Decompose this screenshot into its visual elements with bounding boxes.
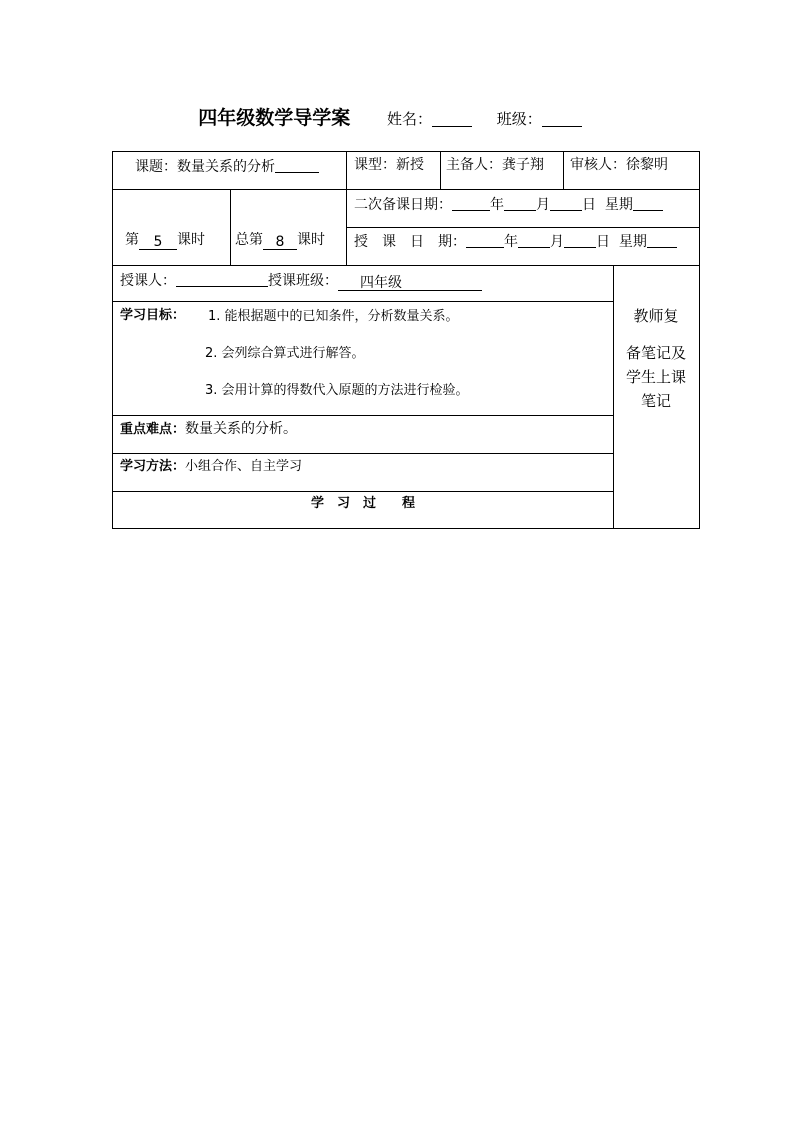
keypoints-row: [120, 420, 297, 439]
row-divider: [113, 301, 613, 302]
student-name-label: 姓名：: [386, 110, 432, 128]
row-divider: [113, 265, 699, 266]
main-preparer: 主备人：龚子翔: [446, 157, 544, 173]
column-divider: [346, 152, 347, 190]
method-row: [120, 458, 302, 476]
teach-month-field[interactable]: [518, 231, 550, 248]
second-date-label: 二次备课日期：: [354, 197, 452, 213]
side-note-line: 教师复: [633, 307, 679, 325]
student-class-label: 班级：: [496, 110, 542, 128]
teacher-notes-column: [613, 304, 699, 413]
second-prep-date: [354, 194, 663, 214]
method-value: 小组合作、自主学习: [185, 459, 303, 474]
reviewer: 审核人：徐黎明: [570, 157, 668, 173]
document-header: [0, 104, 794, 133]
teaching-class-text: 四年级: [360, 275, 402, 291]
lesson-plan-table: [112, 151, 700, 529]
row-divider: [113, 189, 699, 190]
lesson-suffix: 课时: [177, 232, 205, 248]
row-divider: [113, 491, 613, 492]
side-note-line: 笔记: [640, 392, 671, 410]
side-note-line: 备笔记及: [625, 344, 686, 362]
month-label: 月: [550, 234, 564, 250]
lesson-number-cell: [125, 231, 205, 250]
second-month-field[interactable]: [504, 194, 536, 211]
total-suffix: 课时: [297, 232, 325, 248]
column-divider: [346, 189, 347, 266]
teacher-field[interactable]: [176, 270, 268, 287]
teaching-class-label: 授课班级：: [268, 273, 338, 289]
document-title: 四年级数学导学案: [198, 107, 351, 129]
weekday-label: 星期: [604, 197, 633, 213]
column-divider: [440, 152, 441, 190]
teach-year-field[interactable]: [466, 231, 504, 248]
process-heading: 学 习 过 程: [310, 496, 415, 511]
teaching-date: [354, 231, 677, 251]
keypoints-label: 重点难点：: [120, 422, 186, 437]
column-divider: [230, 189, 231, 266]
teach-day-field[interactable]: [564, 231, 596, 248]
teach-weekday-field[interactable]: [647, 231, 677, 248]
lesson-type: 课型：新授: [354, 157, 424, 173]
weekday-label: 星期: [618, 234, 647, 250]
objective-item-3: 3. 会用计算的得数代入原题的方法进行检验。: [205, 383, 469, 398]
teacher-row: [120, 270, 482, 291]
student-name-field[interactable]: [432, 108, 472, 127]
column-divider: [563, 152, 564, 190]
row-divider: [346, 227, 699, 228]
year-label: 年: [504, 234, 518, 250]
objectives-label: 学习目标：: [120, 308, 186, 323]
topic-label: 课题：数量关系的分析: [135, 159, 275, 175]
month-label: 月: [536, 197, 550, 213]
method-label: 学习方法：: [120, 459, 186, 474]
objective-item-2: 2. 会列综合算式进行解答。: [205, 346, 365, 361]
total-lesson-number[interactable]: 8: [263, 233, 297, 250]
row-divider: [113, 415, 613, 416]
total-prefix: 总第: [235, 232, 263, 248]
lesson-number[interactable]: 5: [139, 233, 177, 250]
second-year-field[interactable]: [452, 194, 490, 211]
topic-cell: [135, 156, 319, 176]
year-label: 年: [490, 197, 504, 213]
lesson-prefix: 第: [125, 232, 139, 248]
keypoints-value: 数量关系的分析。: [185, 421, 298, 437]
teaching-class-value[interactable]: [338, 274, 482, 291]
side-note-line: 学生上课: [625, 368, 686, 386]
student-class-field[interactable]: [542, 108, 582, 127]
row-divider: [113, 453, 613, 454]
day-label: 日: [582, 197, 596, 213]
teacher-label: 授课人：: [120, 273, 176, 289]
total-lesson-cell: [235, 231, 325, 250]
second-weekday-field[interactable]: [633, 194, 663, 211]
topic-blank[interactable]: [275, 156, 319, 173]
objective-item-1: 1. 能根据题中的已知条件，分析数量关系。: [208, 309, 459, 324]
teach-date-label: 授 课 日 期：: [354, 234, 466, 250]
second-day-field[interactable]: [550, 194, 582, 211]
day-label: 日: [596, 234, 610, 250]
